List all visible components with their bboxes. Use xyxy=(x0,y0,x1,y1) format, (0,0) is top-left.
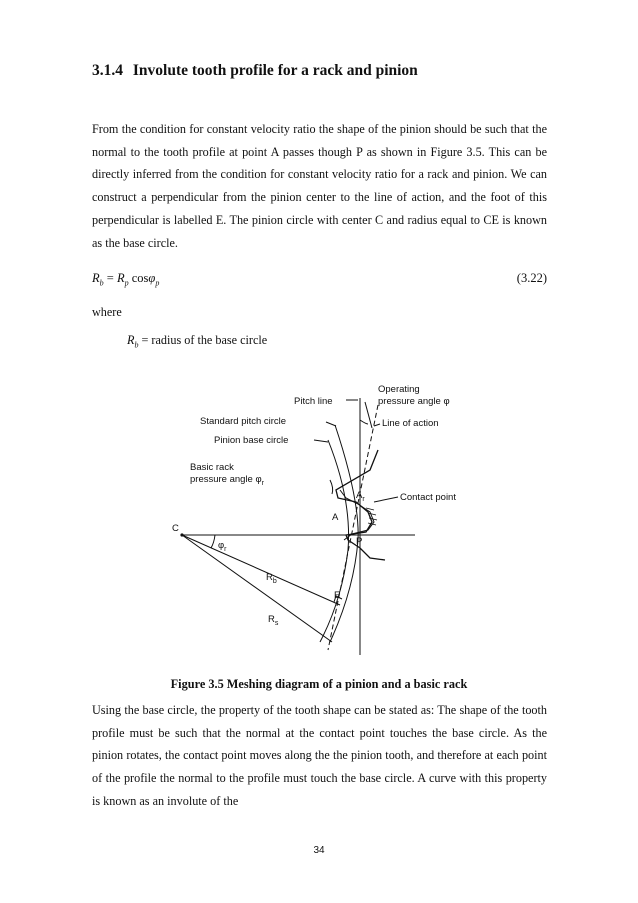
section-heading xyxy=(92,62,418,80)
radius-rb xyxy=(182,535,340,605)
eq-phi: φ xyxy=(148,271,156,285)
label-pressure-angle: pressure angle φ xyxy=(378,396,450,407)
eq-r: R xyxy=(116,271,125,285)
where-text: where xyxy=(92,305,122,319)
equation-3-22 xyxy=(92,271,547,288)
label-rs: $R_s$ xyxy=(268,614,279,627)
label-a: A xyxy=(332,512,339,523)
eq-phi-sub: p xyxy=(155,278,160,288)
phi-r-arc xyxy=(211,535,215,548)
paragraph-1: From the condition for constant velocity ratio the shape of the pinion should be such that the normal to the tooth profile at point A passes though P as shown in Figure 3.5. This can be directly inferred from the condition for constant velocity ratio for a rack and pinion. We can construct a perpendicular from the pinion center to the line of action, and the foot of this perpendicular is labelled E. The pinion circle with center C and radius equal to CE is known as the base circle. xyxy=(92,122,547,250)
eq-equals: = xyxy=(106,271,114,285)
leader-line-of-action xyxy=(374,424,380,426)
label-standard-pitch-circle: Standard pitch circle xyxy=(200,416,287,427)
label-contact-point: Contact point xyxy=(400,492,456,503)
label-pinion-base-circle: Pinion base circle xyxy=(214,435,289,446)
label-rb: $R_b$ xyxy=(266,572,277,585)
label-p: P xyxy=(356,536,363,547)
leader-standard-pitch xyxy=(326,422,336,426)
label-a-r: $A_r$ xyxy=(356,490,365,503)
section-number: 3.1.4 xyxy=(92,62,123,79)
figure-caption: Figure 3.5 Meshing diagram of a pinion and a basic rack xyxy=(170,677,468,691)
eq-cos: cos xyxy=(131,271,149,285)
pinion-base-circle xyxy=(320,440,349,642)
paragraph-2: Using the base circle, the property of the tooth shape can be stated as: The shape of the tooth profile must be such that the normal at the contact point touches the base circle. As the pinion rotates, the contact point moves along the the pinion tooth, and therefore at each point of the profile the normal to the profile must touch the base circle. A curve with this property is known as an involute of the xyxy=(92,703,547,808)
label-phi-r: $\varphi_r$ xyxy=(218,540,227,553)
center-point-c xyxy=(180,533,183,536)
leader-contact-point xyxy=(374,497,398,502)
operating-angle-line xyxy=(365,402,372,428)
label-pitch-line: Pitch line xyxy=(294,396,333,407)
eq-lhs: R xyxy=(92,271,100,285)
definition-rb xyxy=(127,333,267,349)
leader-base-circle xyxy=(314,440,328,442)
page-number: 34 xyxy=(313,845,325,856)
label-e: E xyxy=(334,590,341,601)
label-line-of-action: Line of action xyxy=(382,418,439,429)
eq-r-sub: p xyxy=(124,278,129,288)
operating-angle-arc xyxy=(360,420,368,424)
meshing-diagram xyxy=(160,380,490,660)
def-symbol: R xyxy=(127,333,135,347)
def-text: = radius of the base circle xyxy=(141,333,268,347)
section-title: Involute tooth profile for a rack and pinion xyxy=(132,62,418,79)
rack-angle-arc xyxy=(330,480,333,494)
label-operating: Operating xyxy=(378,384,420,395)
radius-rs xyxy=(182,535,332,642)
label-rack-pressure-angle: pressure angle $\varphi_r$ xyxy=(190,474,264,487)
def-sub: b xyxy=(134,340,139,350)
equation-number: (3.22) xyxy=(516,271,547,285)
eq-lhs-sub: b xyxy=(99,278,104,288)
label-basic-rack: Basic rack xyxy=(190,462,234,473)
label-c: C xyxy=(172,523,179,534)
